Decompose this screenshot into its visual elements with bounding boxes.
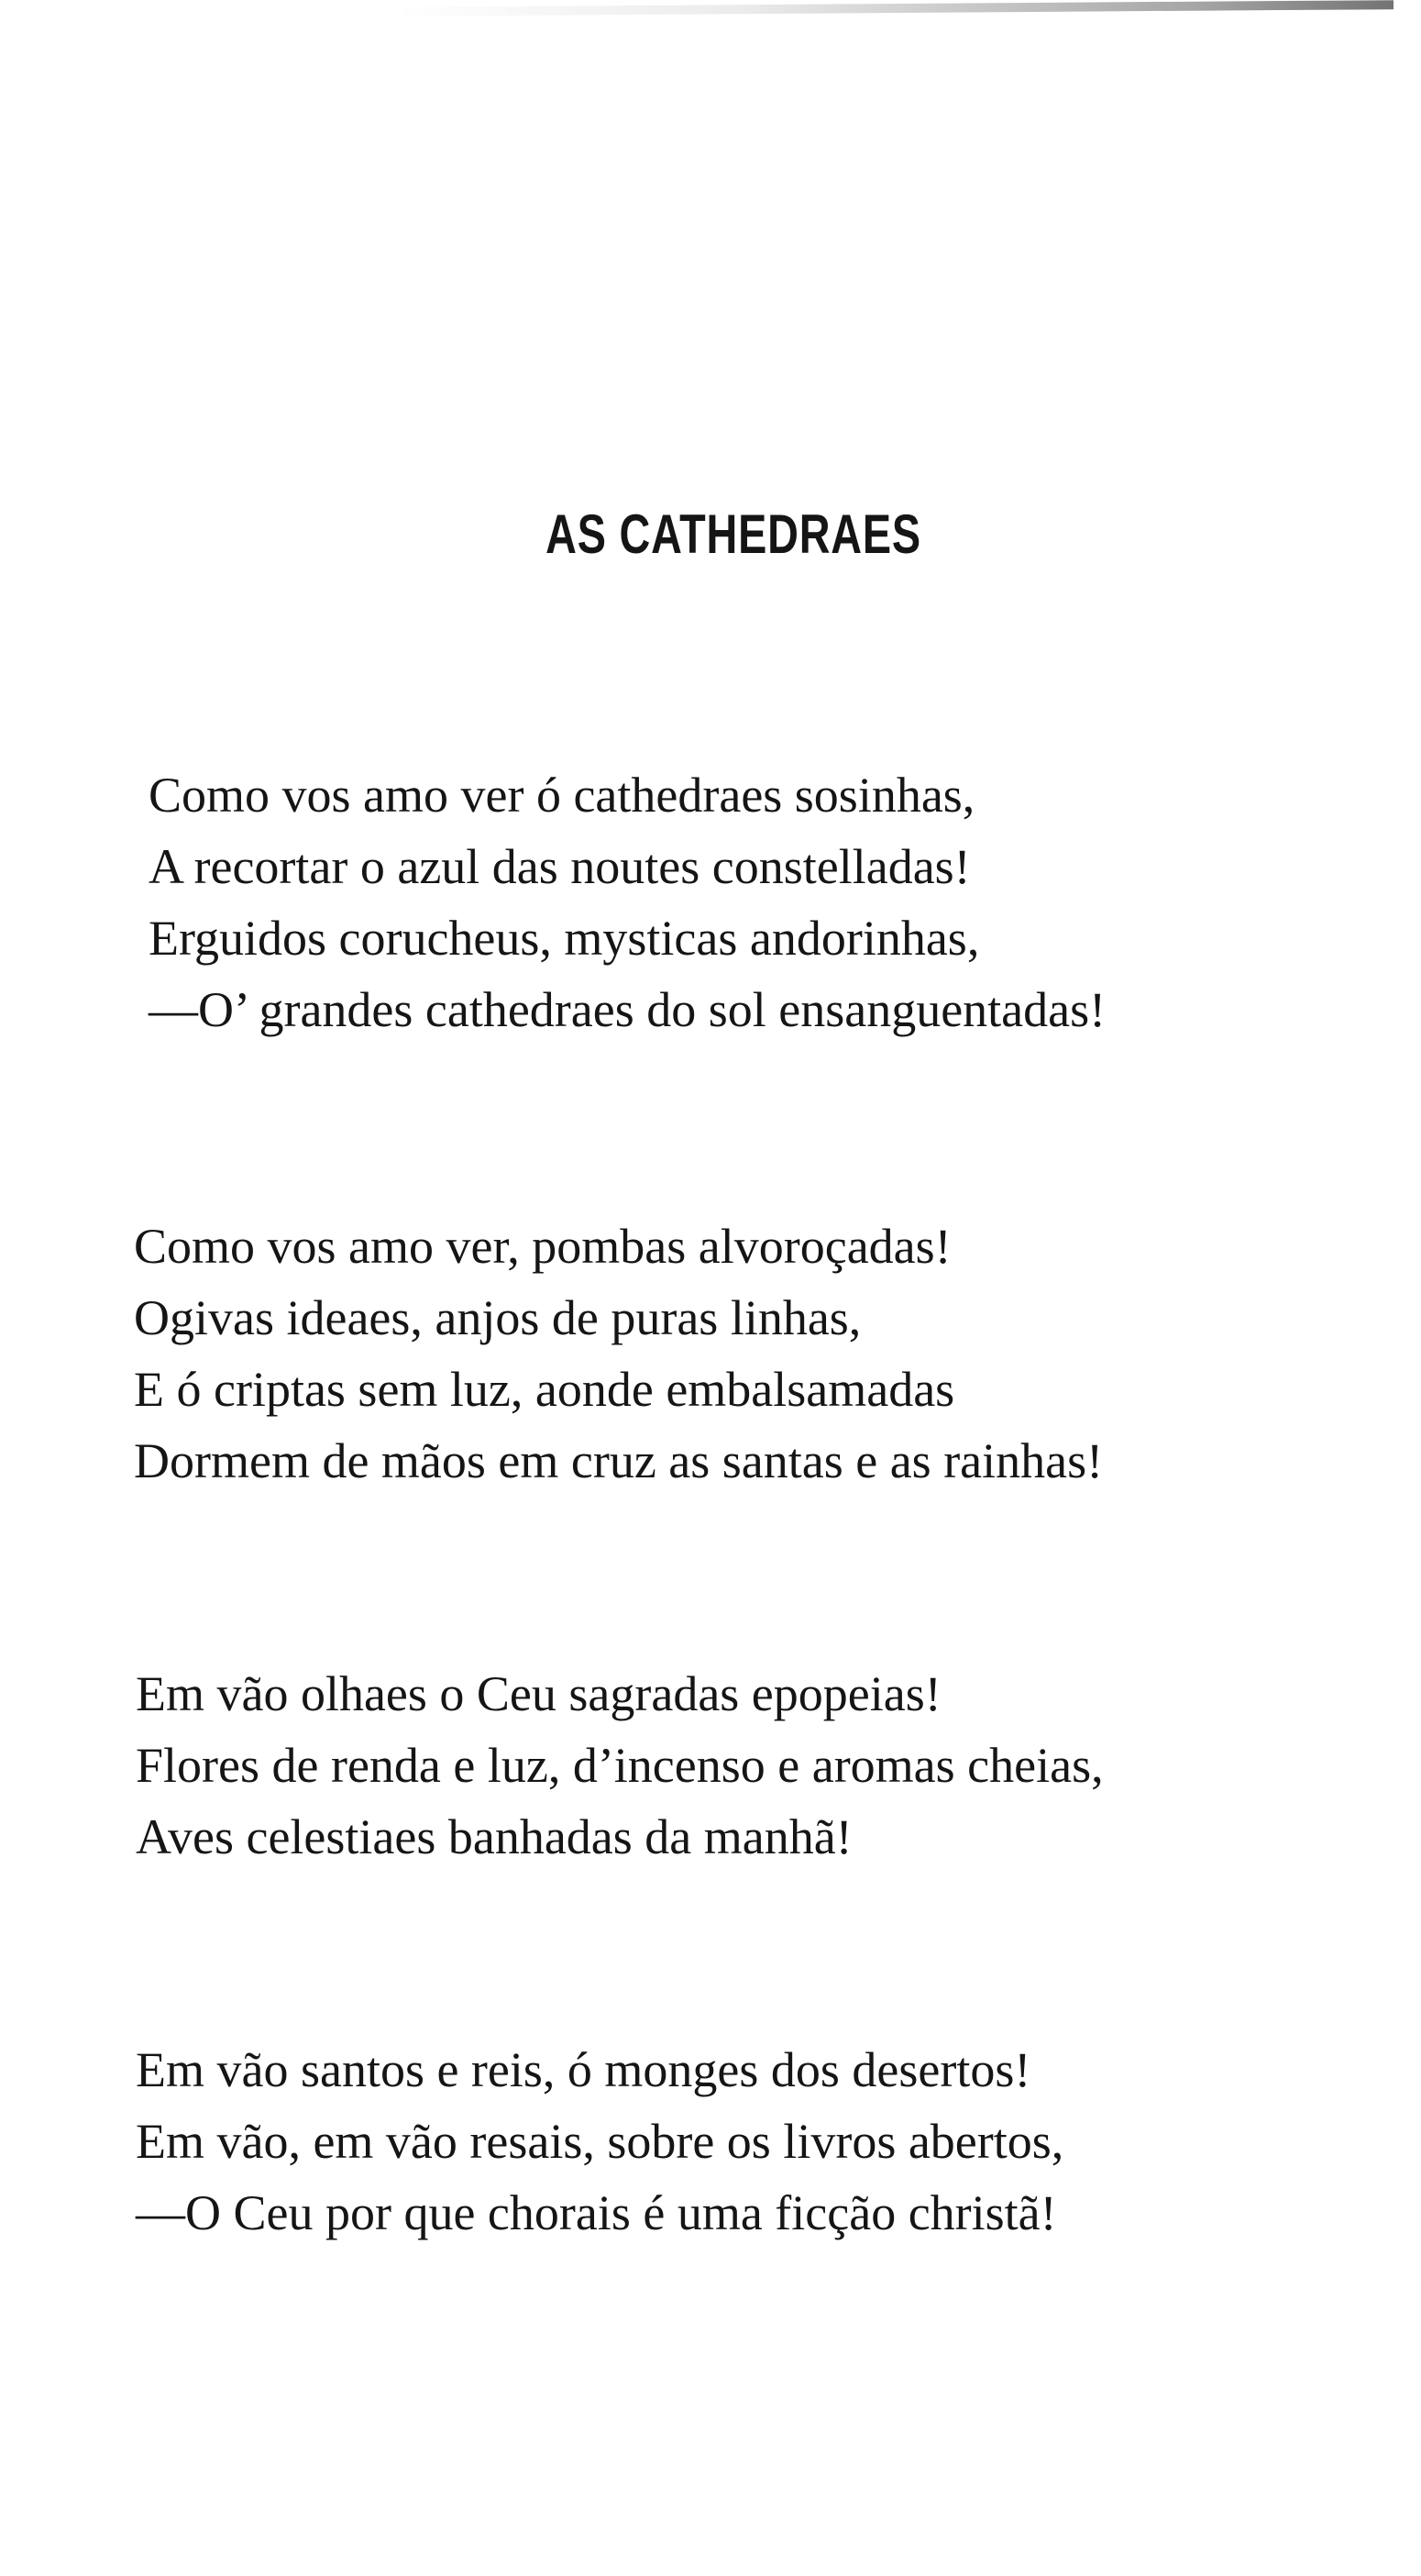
verse-line: Como vos amo ver, pombas alvoroçadas! [134, 1219, 952, 1274]
verse-line: Em vão olhaes o Ceu sagradas epopeias! [136, 1666, 942, 1721]
stanza-4 [136, 2034, 1063, 2249]
verse-line: Em vão, em vão resais, sobre os livros abertos, [136, 2114, 1064, 2169]
verse-line: E ó criptas sem luz, aonde embalsamadas [134, 1362, 955, 1417]
stanza-1 [149, 759, 1106, 1045]
stanza-2 [134, 1211, 1103, 1497]
poem-title: AS CATHEDRAES [545, 503, 921, 565]
verse-line: Aves celestiaes banhadas da manhã! [136, 1809, 853, 1864]
verse-line: —O Ceu por que chorais é uma ficção christã! [136, 2185, 1057, 2240]
verse-line: Flores de renda e luz, d’incenso e aromas cheias, [136, 1738, 1104, 1793]
verse-line: Como vos amo ver ó cathedraes sosinhas, [149, 768, 975, 823]
verse-line: Ogivas ideaes, anjos de puras linhas, [134, 1290, 862, 1345]
verse-line: Erguidos corucheus, mysticas andorinhas, [149, 911, 980, 966]
verse-line: —O’ grandes cathedraes do sol ensanguentadas! [149, 982, 1107, 1037]
verse-line: A recortar o azul das noutes constelladas! [149, 839, 971, 894]
verse-line: Dormem de mãos em cruz as santas e as rainhas! [134, 1433, 1104, 1488]
verse-line: Em vão santos e reis, ó monges dos desertos! [136, 2042, 1031, 2097]
scan-edge-shadow [394, 0, 1393, 17]
stanza-3 [136, 1658, 1104, 1873]
